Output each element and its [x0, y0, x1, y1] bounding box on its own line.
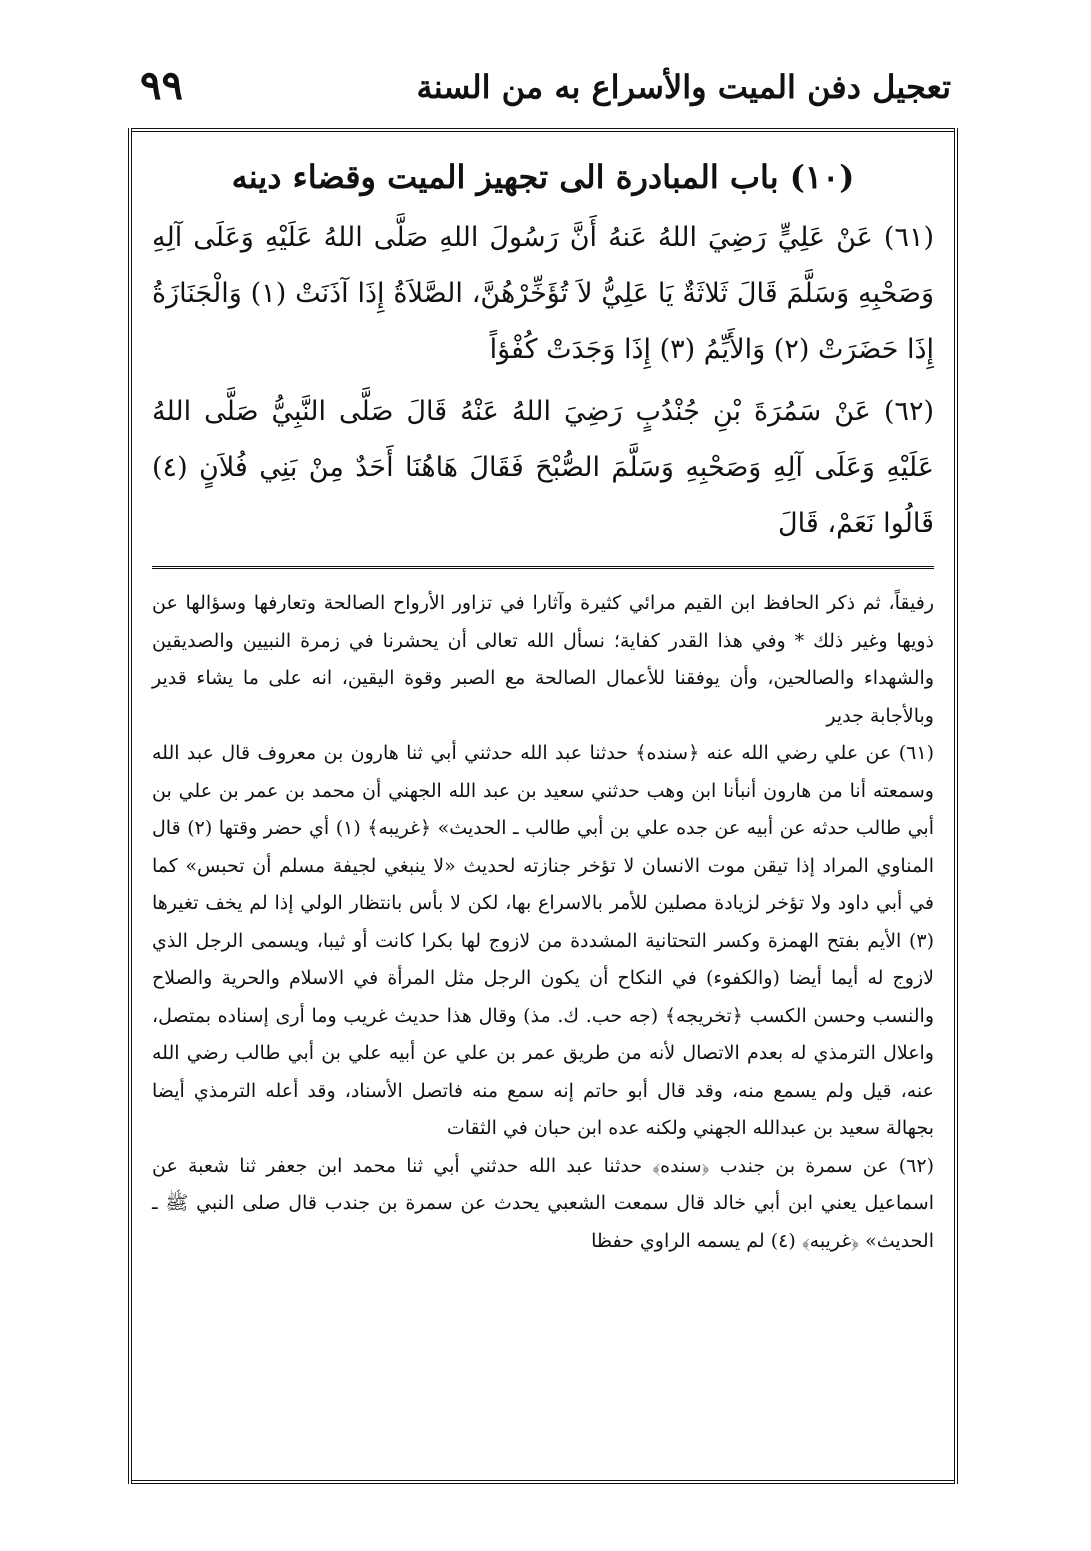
hadith-62: (٦٢) عَنْ سَمُرَةَ بْنِ جُنْدُبٍ رَضِيَ اللهُ عَنْهُ قَالَ صَلَّى النَّبِيُّ صَلَّى اللهُ عَلَيْهِ وَعَلَى آلِهِ وَصَحْبِهِ وَسَلَّمَ الصُّبْحَ فَقَالَ هَاهُنَا أَحَدٌ مِنْ بَنِي فُلاَنٍ (٤) قَالُوا نَعَمْ، قَالَ: [152, 396, 934, 539]
commentary-paragraph: رفيقاً، ثم ذكر الحافظ ابن القيم مرائي كثيرة وآثارا في تزاور الأرواح الصالحة وتعارفها وسؤالها عن ذويها وغير ذلك * وفي هذا القدر كفاية؛ نسأل الله تعالى أن يحشرنا في زمرة النبيين والصديقين والشهداء والصالحين، وأن يوفقنا للأعمال الصالحة مع الصبر وقوة اليقين، انه على ما يشاء قدير وبالأجابة جدير: [152, 592, 934, 727]
frame-top-rule: [132, 128, 954, 132]
frame-bottom-rule: [132, 1480, 954, 1484]
chapter-title: (١٠) باب المبادرة الى تجهيز الميت وقضاء دينه: [231, 158, 855, 196]
page-content: [152, 154, 934, 1472]
commentary: [152, 585, 934, 1260]
running-title: تعجيل دفن الميت والأسراع به من السنة: [416, 68, 951, 106]
commentary-paragraph: (٦١) عن علي رضي الله عنه ﴿سنده﴾ حدثنا عبد الله حدثني أبي ثنا هارون بن معروف قال عبد الله وسمعته أنا من هارون أنبأنا ابن وهب حدثني سعيد بن عبد الله الجهني أن محمد بن عمر بن علي بن أبي طالب حدثه عن أبيه عن جده علي بن أبي طالب ـ الحديث» ﴿غريبه﴾ (١) أي حضر وقتها (٢) قال المناوي المراد إذا تيقن موت الانسان لا تؤخر جنازته لحديث «لا ينبغي لجيفة مسلم أن تحبس» كما في أبي داود ولا تؤخر لزيادة مصلين للأمر بالاسراع بها، لكن لا بأس بانتظار الولي إذا لم يخف تغيرها (٣) الأيم بفتح الهمزة وكسر التحتانية المشددة من لازوج لها بكرا كانت أو ثيبا، ويسمى الرجل الذي لازوج له أيما أيضا (والكفوء) في النكاح أن يكون الرجل مثل المرأة في الاسلام والحرية والصلاح والنسب وحسن الكسب ﴿تخريجه﴾ (جه حب. ك. مذ) وقال هذا حديث غريب وما أرى إسناده بمتصل، واعلال الترمذي له بعدم الاتصال لأنه من طريق عمر بن علي عن أبيه علي بن أبي طالب رضي الله عنه، قيل ولم يسمع منه، وقد قال أبو حاتم إنه سمع منه فاتصل الأسناد، وقد أعله الترمذي أيضا بجهالة سعيد بن عبدالله الجهني ولكنه عده ابن حبان في الثقات: [152, 742, 934, 1139]
commentary-paragraph: (٦٢) عن سمرة بن جندب ﴿سنده﴾ حدثنا عبد الله حدثني أبي ثنا محمد ابن جعفر ثنا شعبة عن اسماعيل يعني ابن أبي خالد قال سمعت الشعبي يحدث عن سمرة بن جندب قال صلى النبي ﷺ ـ الحديث» ﴿غريبه﴾ (٤) لم يسمه الراوي حفظا: [152, 1154, 934, 1252]
page-header: [140, 62, 951, 122]
hadith-61: (٦١) عَنْ عَلِيٍّ رَضِيَ اللهُ عَنهُ أَنَّ رَسُولَ اللهِ صَلَّى اللهُ عَلَيْهِ وَعَلَى آلِهِ وَصَحْبِهِ وَسَلَّمَ قَالَ ثَلاثَةٌ يَا عَلِيُّ لاَ تُؤَخِّرْهُنَّ، الصَّلاَةُ إِذَا آذَنَتْ (١) وَالْجَنَازَةُ إِذَا حَضَرَتْ (٢) وَالأَيِّمُ (٣) إِذَا وَجَدَتْ كُفْؤاً: [152, 222, 935, 365]
text-divider: [152, 566, 934, 569]
page-number: ٩٩: [140, 62, 183, 109]
page-frame: [128, 128, 958, 1484]
